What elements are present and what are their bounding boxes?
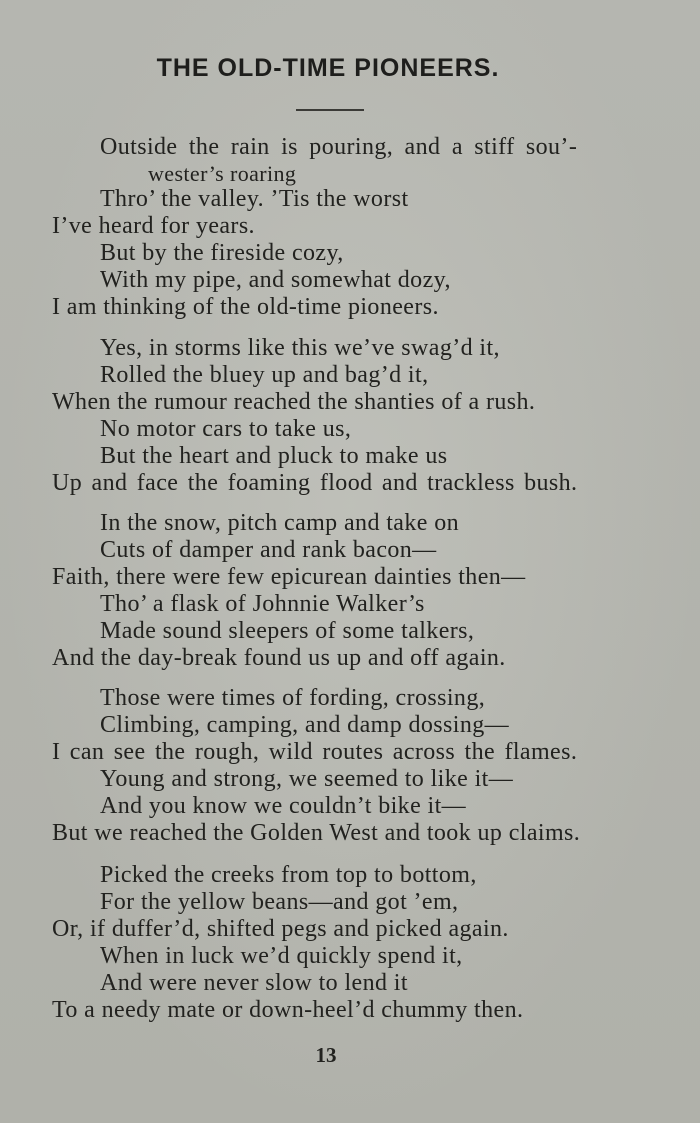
poem-line: Outside the rain is pouring, and a stiff sou’-	[100, 134, 578, 160]
poem-line: For the yellow beans—and got ’em,	[100, 889, 459, 915]
poem-line: With my pipe, and somewhat dozy,	[100, 267, 451, 293]
poem-line: When the rumour reached the shanties of a rush.	[52, 389, 536, 415]
poem-line: But the heart and pluck to make us	[100, 443, 448, 469]
poem-line: And were never slow to lend it	[100, 970, 408, 996]
poem-line: And you know we couldn’t bike it—	[100, 793, 467, 819]
poem-line: Climbing, camping, and damp dossing—	[100, 712, 510, 738]
page-title: THE OLD-TIME PIONEERS.	[156, 54, 500, 82]
poem-line: I am thinking of the old-time pioneers.	[52, 294, 439, 320]
page-number: 13	[315, 1043, 337, 1067]
poem-line: Faith, there were few epicurean dainties then—	[52, 564, 526, 590]
poem-line: In the snow, pitch camp and take on	[100, 510, 460, 536]
poem-line: Tho’ a flask of Johnnie Walker’s	[100, 591, 425, 617]
poem-line: When in luck we’d quickly spend it,	[100, 943, 463, 969]
poem-line: But we reached the Golden West and took up claims.	[52, 820, 581, 846]
title-rule	[296, 109, 364, 111]
poem-line-continuation: wester’s roaring	[148, 161, 297, 186]
poem-line: Or, if duffer’d, shifted pegs and picked again.	[52, 916, 509, 942]
poem-line: Young and strong, we seemed to like it—	[100, 766, 514, 792]
poem-line: But by the fireside cozy,	[100, 240, 344, 266]
poem-line: I’ve heard for years.	[52, 213, 255, 239]
poem-line: Cuts of damper and rank bacon—	[100, 537, 437, 563]
poem-line: Picked the creeks from top to bottom,	[100, 862, 477, 888]
poem-line: Rolled the bluey up and bag’d it,	[100, 362, 429, 388]
poem-line: No motor cars to take us,	[100, 416, 352, 442]
poem-line: Up and face the foaming flood and trackless bush.	[52, 470, 578, 496]
poem-line: And the day-break found us up and off again.	[52, 645, 506, 671]
poem-line: Thro’ the valley. ’Tis the worst	[100, 186, 409, 212]
poem-line: I can see the rough, wild routes across the flames.	[52, 739, 578, 765]
poem-line: Made sound sleepers of some talkers,	[100, 618, 475, 644]
poem-line: Those were times of fording, crossing,	[100, 685, 486, 711]
poem-line: Yes, in storms like this we’ve swag’d it,	[100, 335, 500, 361]
poem-line: To a needy mate or down-heel’d chummy then.	[52, 997, 524, 1023]
